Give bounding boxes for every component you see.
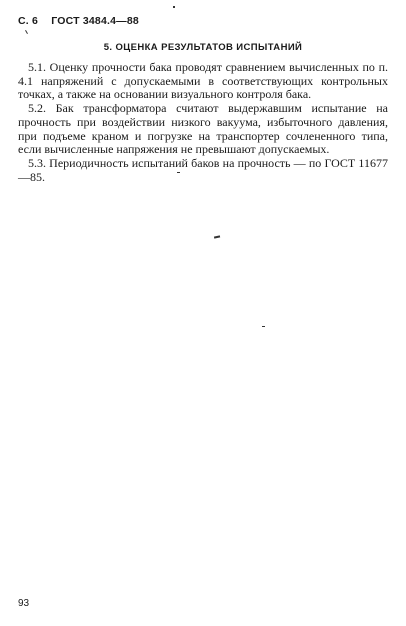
paragraph-5-3 (18, 157, 388, 184)
section-title: 5. ОЦЕНКА РЕЗУЛЬТАТОВ ИСПЫТАНИЙ (103, 42, 303, 53)
page-number: С. 6 (18, 15, 39, 27)
scan-speck (173, 6, 175, 8)
standard-designation: ГОСТ 3484.4—88 (51, 15, 139, 27)
scan-speck (214, 235, 220, 238)
paragraph-5-2-text: 5.2. Бак трансформатора считают выдержавшим испытание на прочность при воздействии низкого вакуума, избыточного давления, при подъеме краном и погрузке на транспортер сочлененного типа, если вычисленные напряжения не превышают допускаемых. (18, 101, 388, 157)
scan-speck (177, 172, 180, 173)
paragraph-5-3-text: 5.3. Периодичность испытаний баков на прочность — по ГОСТ 11677—85. (18, 155, 388, 184)
paragraph-5-1 (18, 61, 388, 102)
scan-speck (262, 326, 265, 327)
footer-page-number: 93 (18, 598, 30, 609)
paragraph-5-2 (18, 102, 388, 157)
paragraph-5-1-text: 5.1. Оценку прочности бака проводят сравнением вычисленных по п. 4.1 напряжений с допускаемыми в соответствующих контрольных точках, а также на основании визуального контроля бака. (18, 60, 388, 102)
page-header (18, 15, 139, 27)
body-text (18, 61, 388, 184)
scan-speck (25, 30, 28, 34)
